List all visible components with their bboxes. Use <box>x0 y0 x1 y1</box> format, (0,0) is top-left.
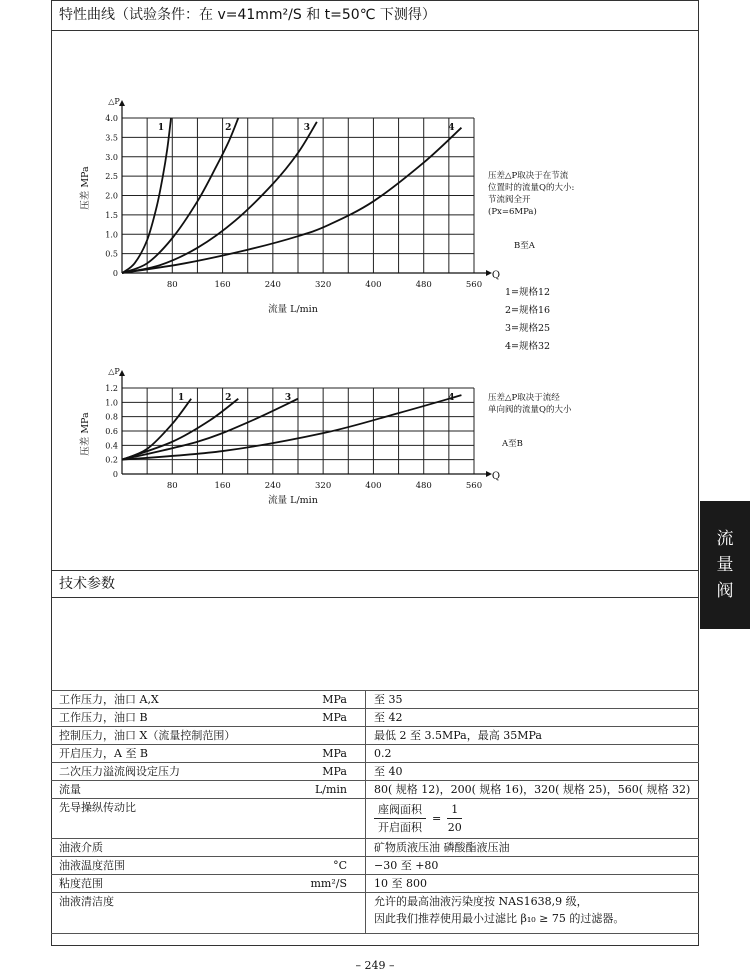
series-line <box>122 399 191 460</box>
y-tick-label: 0.5 <box>105 249 118 259</box>
series-label: 3 <box>284 393 292 403</box>
param-unit: L/min <box>245 781 366 799</box>
param-value: 80( 规格 12)，200( 规格 16)，320( 规格 25)，560( 规格 32) <box>366 781 700 799</box>
param-name: 油液温度范围 <box>51 857 245 875</box>
param-name: 开启压力，A 至 B <box>51 745 245 763</box>
series-label: 3 <box>303 123 310 133</box>
chart2-note-line: 单向阀的流量Q的大小 <box>488 405 572 415</box>
param-name: 油液介质 <box>51 839 245 857</box>
x-axis-letter: Q <box>491 270 501 281</box>
y-tick-label: 0.8 <box>105 412 118 422</box>
y-tick-label: 4.0 <box>105 114 118 123</box>
area-fraction <box>374 801 426 836</box>
side-tab-char: 阀 <box>716 581 734 601</box>
section-title-curves: 特性曲线（试验条件：在 v=41mm²/S 和 t=50℃ 下测得） <box>51 0 699 31</box>
page-number: – 249 – <box>355 959 395 972</box>
y-tick-label: 3.5 <box>105 133 118 143</box>
param-unit: MPa <box>245 745 366 763</box>
param-value <box>366 799 700 839</box>
table-row <box>51 839 699 857</box>
side-tab-char: 流 <box>716 529 734 549</box>
y-tick-label: 0.4 <box>105 441 118 451</box>
x-axis-title: 流量 L/min <box>268 495 318 506</box>
y-axis-letter: △P <box>108 97 120 106</box>
fraction-numerator: 座阀面积 <box>374 801 426 819</box>
param-value: 10 至 800 <box>366 875 700 893</box>
x-tick-label: 480 <box>415 481 432 491</box>
section-title-params: 技术参数 <box>51 570 699 598</box>
param-value: 至 35 <box>366 691 700 709</box>
chart2-note <box>488 392 571 416</box>
side-tab-char: 量 <box>716 555 734 575</box>
param-name: 先导操纵传动比 <box>51 799 245 839</box>
legend-item: 4=规格32 <box>505 341 551 352</box>
y-axis-title: 压差 MPa <box>80 412 91 456</box>
param-unit <box>245 839 366 857</box>
param-value <box>366 893 700 934</box>
param-name: 流量 <box>51 781 245 799</box>
chart2-note-line: 压差△P取决于流经 <box>488 393 560 403</box>
param-unit: °C <box>245 857 366 875</box>
x-tick-label: 400 <box>365 280 382 290</box>
x-axis-letter: Q <box>491 471 501 482</box>
param-name: 粘度范围 <box>51 875 245 893</box>
x-tick-label: 320 <box>315 481 332 491</box>
param-unit <box>245 727 366 745</box>
param-unit: MPa <box>245 709 366 727</box>
legend-item: 1=规格12 <box>505 287 551 298</box>
param-value: 至 42 <box>366 709 700 727</box>
x-tick-label: 480 <box>415 280 432 290</box>
x-tick-label: 320 <box>315 280 332 290</box>
table-row <box>51 709 699 727</box>
table-row <box>51 763 699 781</box>
y-axis-arrow-icon <box>119 100 125 106</box>
table-row <box>51 875 699 893</box>
y-tick-label: 1.0 <box>105 398 118 408</box>
param-unit <box>245 893 366 934</box>
y-tick-label: 1.0 <box>105 230 118 240</box>
y-tick-label: 3.0 <box>105 152 118 162</box>
x-tick-label: 80 <box>166 280 178 290</box>
fraction-numerator: 1 <box>447 801 462 819</box>
y-tick-label: 0.2 <box>105 455 118 465</box>
chart1-note <box>488 170 574 218</box>
y-tick-label: 1.2 <box>105 384 118 393</box>
legend-item: 3=规格25 <box>505 323 551 334</box>
x-tick-label: 560 <box>465 280 483 290</box>
param-name: 二次压力溢流阀设定压力 <box>51 763 245 781</box>
chart1-note-line: 位置时的流量Q的大小: <box>488 183 575 193</box>
param-unit: MPa <box>245 763 366 781</box>
param-name: 工作压力，油口 A,X <box>51 691 245 709</box>
param-unit: mm²/S <box>245 875 366 893</box>
series-label: 1 <box>157 123 165 133</box>
series-label: 2 <box>225 123 232 133</box>
x-tick-label: 160 <box>214 481 231 491</box>
param-value: 最低 2 至 3.5MPa，最高 35MPa <box>366 727 700 745</box>
table-row <box>51 727 699 745</box>
param-value: −30 至 +80 <box>366 857 700 875</box>
param-name: 控制压力，油口 X（流量控制范围） <box>51 727 245 745</box>
y-axis-title: 压差 MPa <box>80 166 91 210</box>
param-name: 工作压力，油口 B <box>51 709 245 727</box>
y-axis-arrow-icon <box>119 370 125 376</box>
table-row <box>51 857 699 875</box>
param-value: 至 40 <box>366 763 700 781</box>
x-tick-label: 240 <box>264 481 281 491</box>
series-line <box>122 128 461 273</box>
fraction-denominator: 开启面积 <box>378 821 422 834</box>
chart2-direction: A至B <box>502 439 523 449</box>
chart1-direction: B至A <box>514 241 535 251</box>
chart1-note-line: 节流阀全开 <box>488 195 531 205</box>
table-row <box>51 691 699 709</box>
series-line <box>122 395 461 460</box>
param-value-line: 允许的最高油液污染度按 NAS1638,9 级， <box>374 895 588 908</box>
legend-item: 2=规格16 <box>505 305 551 316</box>
x-tick-label: 240 <box>264 280 281 290</box>
chart1-note-line: (Px=6MPa) <box>488 207 537 217</box>
y-axis-letter: △P <box>108 367 120 376</box>
param-value-line: 因此我们推荐使用最小过滤比 β₁₀ ≥ 75 的过滤器。 <box>374 912 625 925</box>
series-label: 1 <box>178 393 185 403</box>
ratio-formula <box>374 801 462 836</box>
series-label: 4 <box>448 123 455 133</box>
chart1-legend <box>505 284 550 356</box>
chart1-note-line: 压差△P取决于在节流 <box>488 171 569 181</box>
y-tick-label: 0 <box>112 269 118 278</box>
params-table <box>51 690 699 934</box>
equals-sign: = <box>432 812 442 825</box>
param-value: 矿物质液压油 磷酸酯液压油 <box>366 839 700 857</box>
series-label: 2 <box>225 393 232 403</box>
x-tick-label: 160 <box>214 280 231 290</box>
y-tick-label: 0.6 <box>105 427 118 436</box>
param-unit <box>245 799 366 839</box>
y-tick-label: 2.5 <box>105 172 118 182</box>
series-label: 4 <box>448 393 455 403</box>
table-row <box>51 781 699 799</box>
x-axis-title: 流量 L/min <box>268 304 318 315</box>
table-row <box>51 799 699 839</box>
x-tick-label: 80 <box>166 481 178 491</box>
fraction-denominator: 20 <box>447 821 462 834</box>
x-tick-label: 400 <box>365 481 382 491</box>
ratio-fraction <box>447 801 462 836</box>
series-line <box>122 122 317 273</box>
param-unit: MPa <box>245 691 366 709</box>
table-row <box>51 745 699 763</box>
x-tick-label: 560 <box>465 481 483 491</box>
y-tick-label: 1.5 <box>105 210 118 220</box>
y-tick-label: 2.0 <box>105 191 118 201</box>
param-name: 油液清洁度 <box>51 893 245 934</box>
param-value: 0.2 <box>366 745 700 763</box>
table-row <box>51 893 699 934</box>
y-tick-label: 0 <box>112 470 118 479</box>
